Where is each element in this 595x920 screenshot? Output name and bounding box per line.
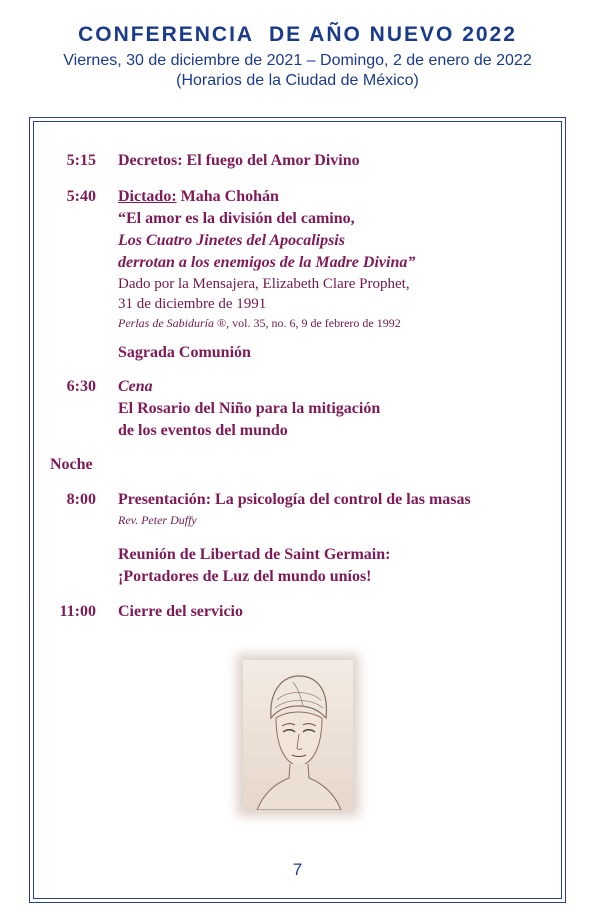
item-title-line2: ¡Portadores de Luz del mundo uníos!: [118, 568, 372, 585]
item-time: 5:40: [66, 188, 96, 205]
section-heading: Noche: [50, 456, 93, 473]
item-title-line2: El Rosario del Niño para la mitigación: [118, 400, 381, 417]
given-by-line1: Dado por la Mensajera, Elizabeth Clare Prophet,: [118, 276, 410, 292]
conference-dates: Viernes, 30 de diciembre de 2021 – Domingo, 2 de enero de 2022: [63, 52, 532, 69]
dictation-line: [118, 186, 558, 208]
dictation-title-line2: Los Cuatro Jinetes del Apocalipsis: [118, 232, 345, 249]
item-time: 11:00: [59, 603, 96, 620]
page-number: 7: [292, 860, 303, 879]
item-title: Sagrada Comunión: [118, 344, 251, 361]
item-speaker: Rev. Peter Duffy: [118, 513, 197, 527]
publication-name: Perlas de Sabiduría: [118, 316, 214, 330]
item-title: Cierre del servicio: [118, 603, 243, 620]
item-time: 6:30: [66, 378, 96, 395]
conference-title: CONFERENCIA DE AÑO NUEVO 2022: [78, 23, 517, 46]
portrait-sketch: [243, 660, 353, 810]
item-time: 5:15: [66, 152, 96, 169]
portrait-image: [243, 660, 353, 810]
dictation-title-line3: derrotan a los enemigos de la Madre Divina”: [118, 254, 416, 271]
dictation-title-line1: “El amor es la división del camino,: [118, 210, 355, 227]
item-body: [118, 376, 558, 442]
item-body: [118, 186, 558, 332]
dictation-speaker: Maha Chohán: [176, 188, 279, 205]
item-title: Decretos: El fuego del Amor Divino: [118, 152, 360, 169]
item-title-line3: de los eventos del mundo: [118, 422, 288, 439]
item-body: [118, 489, 558, 529]
publication-details: ®, vol. 35, no. 6, 9 de febrero de 1992: [214, 316, 401, 330]
publication-ref: [118, 314, 558, 332]
timezone-note: (Horarios de la Ciudad de México): [176, 72, 419, 89]
dictation-label: Dictado:: [118, 188, 177, 205]
item-title-line1: Reunión de Libertad de Saint Germain:: [118, 546, 391, 563]
item-body: [118, 544, 558, 588]
item-time: 8:00: [66, 491, 96, 508]
item-title-line1: Cena: [118, 378, 153, 395]
item-title: Presentación: La psicología del control de las masas: [118, 491, 471, 508]
given-by-line2: 31 de diciembre de 1991: [118, 296, 267, 312]
